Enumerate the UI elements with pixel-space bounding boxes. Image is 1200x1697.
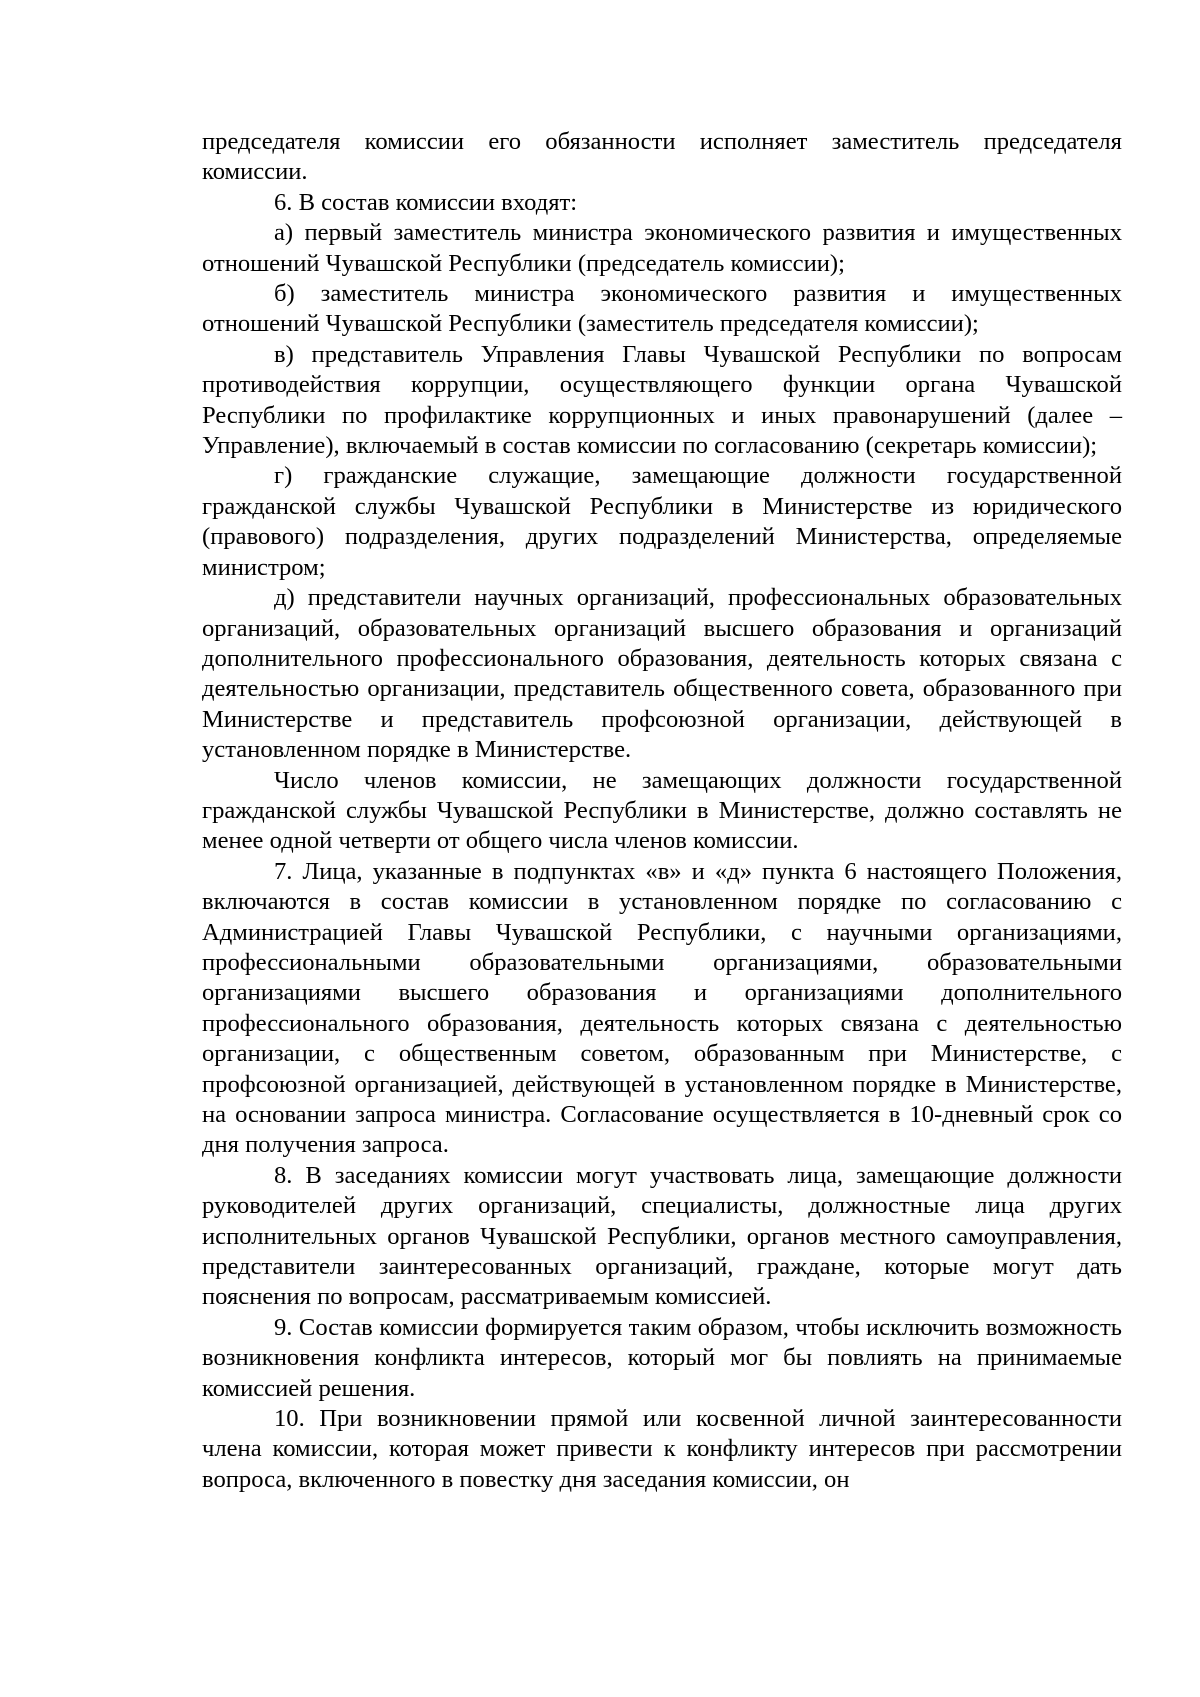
- paragraph-item-7: 7. Лица, указанные в подпунктах «в» и «д» пункта 6 настоящего Положения, включаются в состав комиссии в установленном порядке по согласованию с Администрацией Главы Чувашской Республики, с научными организациями, профессиональными образовательными организациями, образовательными организациями высшего образования и организациями дополнительного профессионального образования, деятельность которых связана с деятельностью организации, с общественным советом, образованным при Министерстве, с профсоюзной организацией, действующей в установленном порядке в Министерстве, на основании запроса министра. Согласование осуществляется в 10-дневный срок со дня получения запроса.: [202, 857, 1122, 1159]
- document-body: [202, 127, 1122, 1495]
- paragraph-subitem-b: б) заместитель министра экономического развития и имущественных отношений Чувашской Республики (заместитель председателя комиссии);: [202, 280, 1122, 338]
- paragraph-item-10: 10. При возникновении прямой или косвенной личной заинтересованности члена комиссии, которая может привести к конфликту интересов при рассмотрении вопроса, включенного в повестку дня заседания комиссии, он: [202, 1405, 1122, 1493]
- paragraph-subitem-g: г) гражданские служащие, замещающие должности государственной гражданской службы Чувашской Республики в Министерстве из юридического (правового) подразделения, других подразделений Министерства, определяемые министром;: [202, 462, 1122, 581]
- paragraph-continuation: председателя комиссии его обязанности исполняет заместитель председателя комиссии.: [202, 128, 1122, 186]
- paragraph-subitem-v: в) представитель Управления Главы Чувашской Республики по вопросам противодействия коррупции, осуществляющего функции органа Чувашской Республики по профилактике коррупционных и иных правонарушений (далее – Управление), включаемый в состав комиссии по согласованию (секретарь комиссии);: [202, 340, 1122, 460]
- paragraph-item-8: 8. В заседаниях комиссии могут участвовать лица, замещающие должности руководителей других организаций, специалисты, должностные лица других исполнительных органов Чувашской Республики, органов местного самоуправления, представители заинтересованных организаций, граждане, которые могут дать пояснения по вопросам, рассматриваемым комиссией.: [202, 1161, 1122, 1311]
- paragraph-item-9: 9. Состав комиссии формируется таким образом, чтобы исключить возможность возникновения конфликта интересов, который мог бы повлиять на принимаемые комиссией решения.: [202, 1313, 1122, 1402]
- paragraph-item-6: 6. В состав комиссии входят:: [274, 188, 578, 216]
- paragraph-subitem-d: д) представители научных организаций, профессиональных образовательных организаций, образовательных организаций высшего образования и организаций дополнительного профессионального образования, деятельность которых связана с деятельностью организации, представитель общественного совета, образованного при Министерстве и представитель профсоюзной организации, действующей в установленном порядке в Министерстве.: [202, 584, 1122, 764]
- paragraph-subitem-a: а) первый заместитель министра экономического развития и имущественных отношений Чувашской Республики (председатель комиссии);: [202, 219, 1122, 277]
- paragraph-members-count: Число членов комиссии, не замещающих должности государственной гражданской службы Чувашской Республики в Министерстве, должно составлять не менее одной четверти от общего числа членов комиссии.: [202, 766, 1122, 855]
